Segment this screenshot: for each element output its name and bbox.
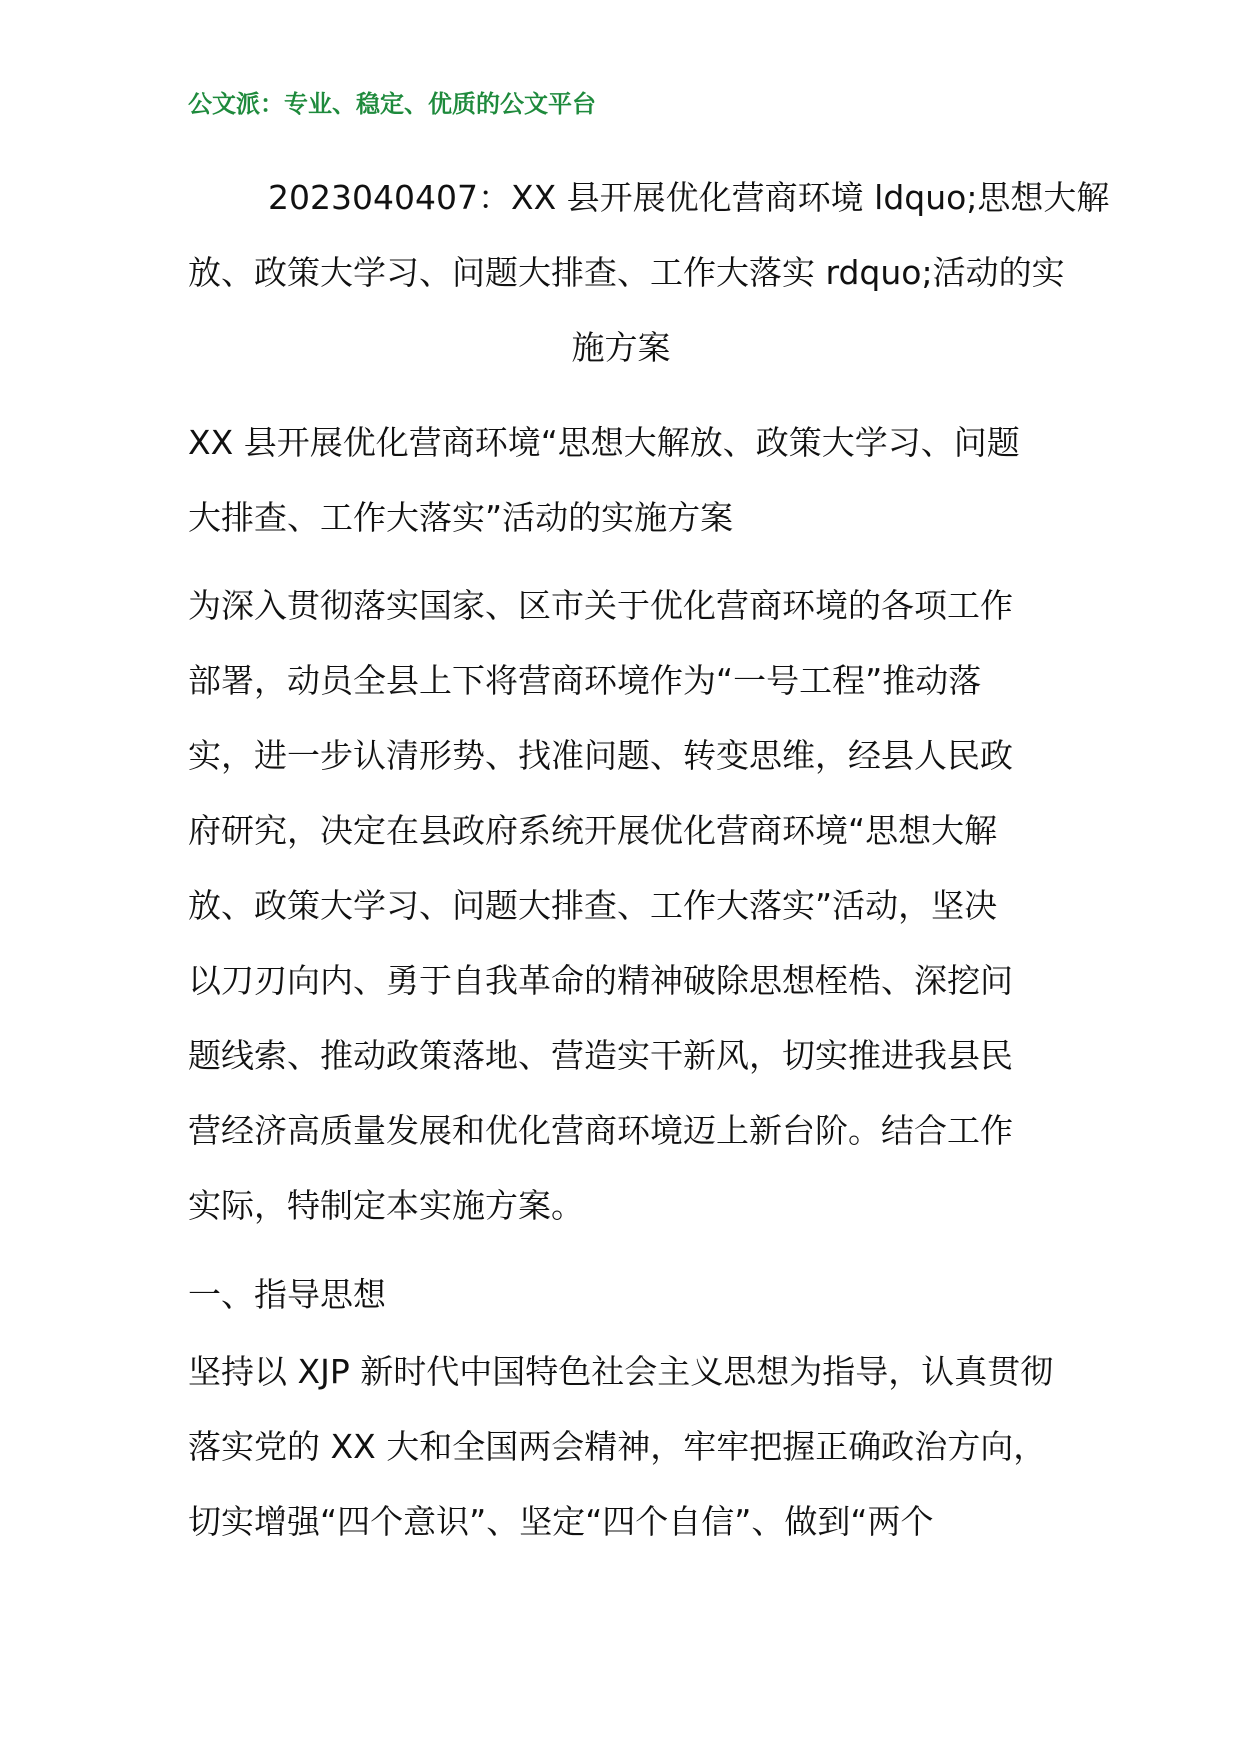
title-line: 2023040407：XX 县开展优化营商环境 ldquo;思想大解	[268, 178, 1110, 217]
text-line: 为深入贯彻落实国家、区市关于优化营商环境的各项工作	[188, 586, 1013, 625]
title-line: 施方案	[571, 328, 671, 367]
text-line: 实，进一步认清形势、找准问题、转变思维，经县人民政	[188, 736, 1013, 775]
text-line: 切实增强“四个意识”、坚定“四个自信”、做到“两个	[188, 1502, 934, 1541]
title-line: 放、政策大学习、问题大排查、工作大落实 rdquo;活动的实	[188, 253, 1065, 292]
text-line: 题线索、推动政策落地、营造实干新风，切实推进我县民	[188, 1036, 1013, 1075]
text-line: 大排查、工作大落实”活动的实施方案	[188, 498, 734, 537]
section-heading: 一、指导思想	[188, 1275, 386, 1314]
text-line: 落实党的 XX 大和全国两会精神，牢牢把握正确政治方向，	[188, 1427, 1047, 1466]
text-line: 部署，动员全县上下将营商环境作为“一号工程”推动落	[188, 661, 982, 700]
text-line: 坚持以 XJP 新时代中国特色社会主义思想为指导，认真贯彻	[188, 1352, 1054, 1391]
brand-header: 公文派：专业、稳定、优质的公文平台	[188, 89, 596, 118]
text-line: 府研究，决定在县政府系统开展优化营商环境“思想大解	[188, 811, 998, 850]
text-line: 营经济高质量发展和优化营商环境迈上新台阶。结合工作	[188, 1111, 1013, 1150]
text-line: XX 县开展优化营商环境“思想大解放、政策大学习、问题	[188, 423, 1020, 462]
text-line: 放、政策大学习、问题大排查、工作大落实”活动，坚决	[188, 886, 998, 925]
intro-paragraph	[188, 568, 1054, 1243]
guidance-paragraph	[188, 1334, 1054, 1559]
text-line: 以刀刃向内、勇于自我革命的精神破除思想桎梏、深挖问	[188, 961, 1013, 1000]
document-title	[188, 160, 1110, 385]
subtitle-paragraph	[188, 405, 1054, 555]
text-line: 实际，特制定本实施方案。	[188, 1186, 584, 1225]
